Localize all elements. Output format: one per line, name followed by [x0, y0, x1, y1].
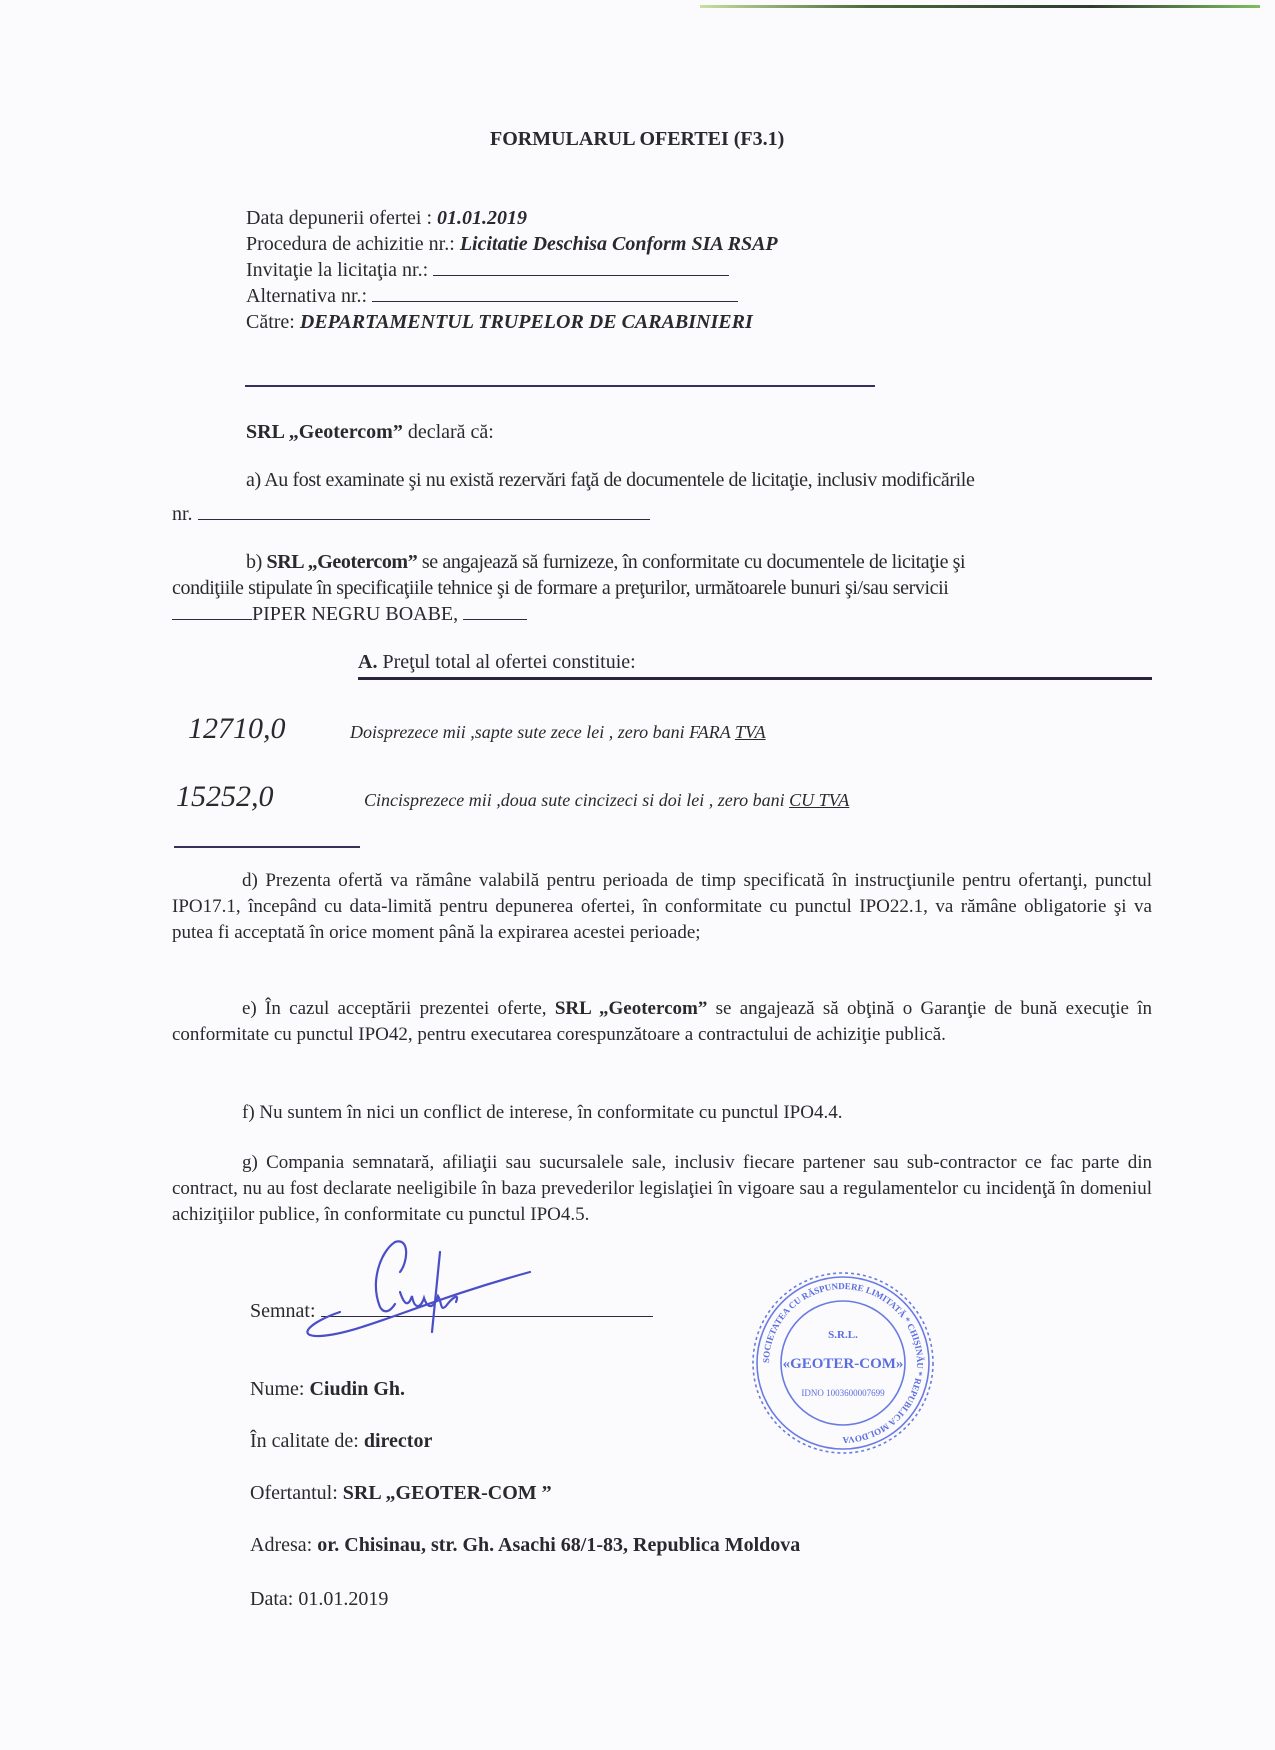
date-value: 01.01.2019 — [298, 1588, 389, 1610]
clause-d — [172, 868, 1152, 946]
role-line — [250, 1430, 432, 1453]
clause-f-text: f) Nu suntem în nici un conflict de interese, în conformitate cu punctul IPO4.4. — [242, 1102, 843, 1123]
price-words-text: Doisprezece mii ,sapte sute zece lei , zero bani FARA — [350, 722, 735, 742]
scan-edge-line — [700, 5, 1260, 8]
clause-a-nr-blank — [198, 518, 650, 520]
handwritten-signature — [300, 1232, 540, 1342]
company-name: SRL „Geotercom” — [246, 421, 403, 443]
clause-e-after: se angajează să obţină o Garanţie de bună execuţie în conformitate cu punctul IPO42, pentru executarea corespunzătoare a contractului de achiziţie publică. — [172, 998, 1152, 1045]
invitation-label: Invitaţie la licitaţia nr.: — [246, 259, 429, 281]
header-separator-rule — [245, 385, 875, 387]
price-words-excl-vat — [350, 722, 766, 743]
clause-b-text1: se angajează să furnizeze, în conformitate cu documentele de licitaţie şi — [417, 551, 966, 573]
role-value: director — [363, 1430, 433, 1452]
role-label: În calitate de: — [250, 1430, 364, 1452]
clause-b-line1 — [246, 550, 965, 574]
clause-e-company: SRL „Geotercom” — [554, 998, 708, 1019]
date-label: Data: — [250, 1588, 299, 1610]
bidder-line — [250, 1482, 552, 1505]
section-a-rule — [358, 677, 1152, 680]
bidder-label: Ofertantul: — [250, 1482, 343, 1504]
clause-a-nr-line — [172, 502, 650, 526]
submission-date-value: 01.01.2019 — [437, 207, 528, 229]
clause-b-company: SRL „Geotercom” — [266, 551, 418, 573]
alternative-label: Alternativa nr.: — [246, 285, 368, 307]
section-a-letter: A. — [358, 651, 378, 673]
name-line — [250, 1378, 405, 1401]
bidder-value: SRL „GEOTER-COM ” — [342, 1482, 552, 1504]
section-a-text: Preţul total al ofertei constituie: — [377, 651, 636, 673]
vat-marker: CU TVA — [789, 790, 850, 810]
clause-a: a) Au fost examinate şi nu există rezervări faţă de documentele de licitaţie, inclusiv modificările — [246, 469, 975, 491]
clause-a-nr-label: nr. — [172, 503, 193, 525]
name-value: Ciudin Gh. — [309, 1378, 406, 1400]
procedure-value: Licitatie Deschisa Conform SIA RSAP — [459, 233, 778, 255]
clause-g-text: g) Compania semnatară, afiliaţii sau sucursalele sale, inclusiv fiecare partener sau sub-contractor ce fac parte din contract, nu au fost declarate neeligibile în baza prevederilor legislaţiei în vigoare sau a regulamentelor cu incidenţă în domeniul achiziţiilor publice, în conformitate cu punctul IPO4.5. — [172, 1152, 1152, 1225]
address-line — [250, 1534, 800, 1557]
clause-e — [172, 996, 1152, 1048]
invitation-blank — [433, 274, 729, 276]
declaration-intro — [246, 420, 494, 444]
procedure-label: Procedura de achizitie nr.: — [246, 233, 460, 255]
invitation-line — [246, 258, 729, 282]
name-label: Nume: — [250, 1378, 310, 1400]
clause-b-prefix: b) — [246, 551, 267, 573]
clause-d-text: d) Prezenta ofertă va rămâne valabilă pentru perioada de timp specificată în instrucţiunile pentru ofertanţi, punctul IPO17.1, începând cu data-limită pentru depunerea ofertei, în conformitate cu punctul IPO22.1, va rămâne obligatorie şi va putea fi acceptată în orice moment până la expirarea acestei perioade; — [172, 870, 1152, 943]
document-title: FORMULARUL OFERTEI (F3.1) — [490, 128, 785, 150]
goods-blank-left — [172, 618, 252, 620]
submission-date-label: Data depunerii ofertei : — [246, 207, 438, 229]
vat-marker: TVA — [734, 722, 766, 742]
clause-g — [172, 1150, 1152, 1228]
section-a-heading — [358, 650, 636, 674]
company-seal-stamp — [748, 1268, 938, 1458]
stamp-company-name: «GEOTER-COM» — [782, 1356, 904, 1372]
goods-value: PIPER NEGRU BOABE, — [252, 603, 459, 625]
price-words-incl-vat — [364, 790, 849, 811]
stamp-srl: S.R.L. — [828, 1329, 858, 1341]
price-words-text: Cincisprezece mii ,doua sute cincizeci si doi lei , zero bani — [364, 790, 790, 810]
procedure-line — [246, 232, 778, 256]
clause-b-line2: condiţiile stipulate în specificaţiile tehnice şi de formare a preţurilor, următoarele bunuri şi/sau servicii — [172, 577, 949, 599]
alternative-blank — [372, 300, 738, 302]
clause-b-goods-line — [172, 602, 527, 626]
clause-e-before: e) În cazul acceptării prezentei oferte, — [242, 998, 555, 1019]
address-label: Adresa: — [250, 1534, 318, 1556]
declaration-verb: declară că: — [402, 421, 494, 443]
alternative-line — [246, 284, 738, 308]
recipient-label: Către: — [246, 311, 300, 333]
stamp-idno: IDNO 1003600007699 — [801, 1388, 885, 1398]
date-line — [250, 1588, 388, 1611]
stamp-outer-text: SOCIETATEA CU RĂSPUNDERE LIMITATĂ * CHIŞINĂU * REPUBLICA MOLDOVA — [760, 1280, 926, 1446]
recipient-value: DEPARTAMENTUL TRUPELOR DE CARABINIERI — [299, 311, 753, 333]
submission-date-line — [246, 206, 527, 230]
goods-blank-right — [463, 618, 527, 620]
price-amount-excl-vat: 12710,0 — [188, 712, 286, 745]
recipient-line — [246, 310, 753, 334]
signed-label: Semnat: — [250, 1300, 316, 1322]
address-value: or. Chisinau, str. Gh. Asachi 68/1-83, Republica Moldova — [317, 1534, 801, 1556]
price-amount-incl-vat: 15252,0 — [176, 780, 274, 813]
clause-f — [172, 1100, 1152, 1126]
price-separator-rule — [174, 846, 360, 848]
